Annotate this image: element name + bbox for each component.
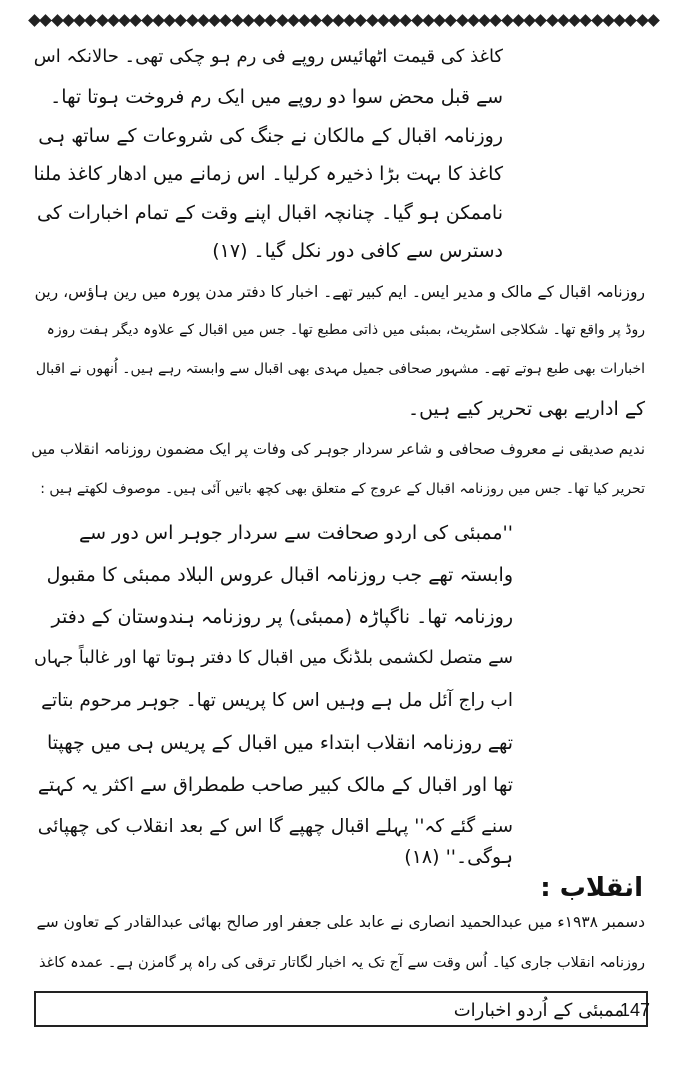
running-title: ممبئی کے اُردو اخبارات — [453, 1000, 624, 1021]
text-line: کاغذ کا بہت بڑا ذخیرہ کرلیا۔ اس زمانے میں ادھار کاغذ ملنا — [33, 163, 503, 185]
quote-line: تھے روزنامہ انقلاب ابتداء میں اقبال کے پریس ہی میں چھپتا — [46, 732, 513, 754]
text-line: روزنامہ انقلاب جاری کیا۔ اُس وقت سے آج تک یہ اخبار لگاتار ترقی کی راہ پر گامزن ہے۔ عمدہ کاغذ — [39, 955, 645, 971]
quote-line: ہوگی۔'' (۱۸) — [404, 846, 513, 868]
quote-line: اب راج آئل مل ہے وہیں اس کا پریس تھا۔ جوہر مرحوم بتاتے — [41, 690, 513, 711]
page-footer — [34, 991, 651, 1027]
text-line: روڈ پر واقع تھا۔ شکلاجی اسٹریٹ، بمبئی میں ذاتی مطبع تھا۔ جس میں اقبال کے علاوہ دیگر ہفت روزہ — [46, 322, 645, 338]
text-line: دسمبر ۱۹۳۸ء میں عبدالحمید انصاری نے عابد علی جعفر اور صالح بھائی عبدالقادر کے تعاون سے — [36, 913, 645, 931]
text-line: کے اداریے بھی تحریر کیے ہیں۔ — [407, 398, 645, 420]
text-line: تحریر کیا تھا۔ جس میں روزنامہ اقبال کے عروج کے متعلق بھی کچھ باتیں آئی ہیں۔ موصوف لکھتے ہیں : — [40, 481, 645, 497]
text-line: ندیم صدیقی نے معروف صحافی و شاعر سردار جوہر کی وفات پر ایک مضمون روزنامہ انقلاب میں — [31, 440, 645, 458]
ornament-diamond — [647, 14, 660, 27]
text-line: کاغذ کی قیمت اٹھائیس روپے فی رم ہو چکی تھی۔ حالانکہ اس — [33, 46, 503, 67]
quote-line: روزنامہ تھا۔ ناگپاڑہ (ممبئی) پر روزنامہ ہندوستان کے دفتر — [51, 606, 513, 628]
quote-line: ''ممبئی کی اردو صحافت سے سردار جوہر اس دور سے — [78, 522, 513, 544]
text-line: ناممکن ہو گیا۔ چنانچہ اقبال اپنے وقت کے تمام اخبارات کی — [36, 202, 503, 224]
text-line: سے قبل محض سوا دو روپے میں ایک رم فروخت ہوتا تھا۔ — [50, 86, 503, 108]
section-heading: انقلاب : — [540, 873, 643, 903]
text-line: اخبارات بھی طبع ہوتے تھے۔ مشہور صحافی جمیل مہدی بھی اقبال سے وابستہ رہے ہیں۔ اُنھوں نے اقبال — [35, 361, 645, 377]
text-line: روزنامہ اقبال کے مالکان نے جنگ کی شروعات کے ساتھ ہی — [38, 125, 503, 147]
quote-line: تھا اور اقبال کے مالک کبیر صاحب طمطراق سے اکثر یہ کہتے — [37, 774, 513, 796]
quote-line: وابستہ تھے جب روزنامہ اقبال عروس البلاد ممبئی کا مقبول — [46, 564, 513, 586]
text-line: دسترس سے کافی دور نکل گیا۔ (۱۷) — [212, 240, 503, 262]
page-number: 147 — [620, 1000, 651, 1020]
quote-line: سنے گئے کہ'' پہلے اقبال چھپے گا اس کے بعد انقلاب کی چھپائی — [37, 816, 513, 837]
quote-line: سے متصل لکشمی بلڈنگ میں اقبال کا دفتر ہوتا تھا اور غالباً جہاں — [34, 648, 513, 668]
text-line: روزنامہ اقبال کے مالک و مدیر ایس۔ ایم کبیر تھے۔ اخبار کا دفتر مدن پورہ میں رین ہاؤس، رین — [34, 283, 645, 301]
decorative-border-ornament — [30, 8, 658, 32]
